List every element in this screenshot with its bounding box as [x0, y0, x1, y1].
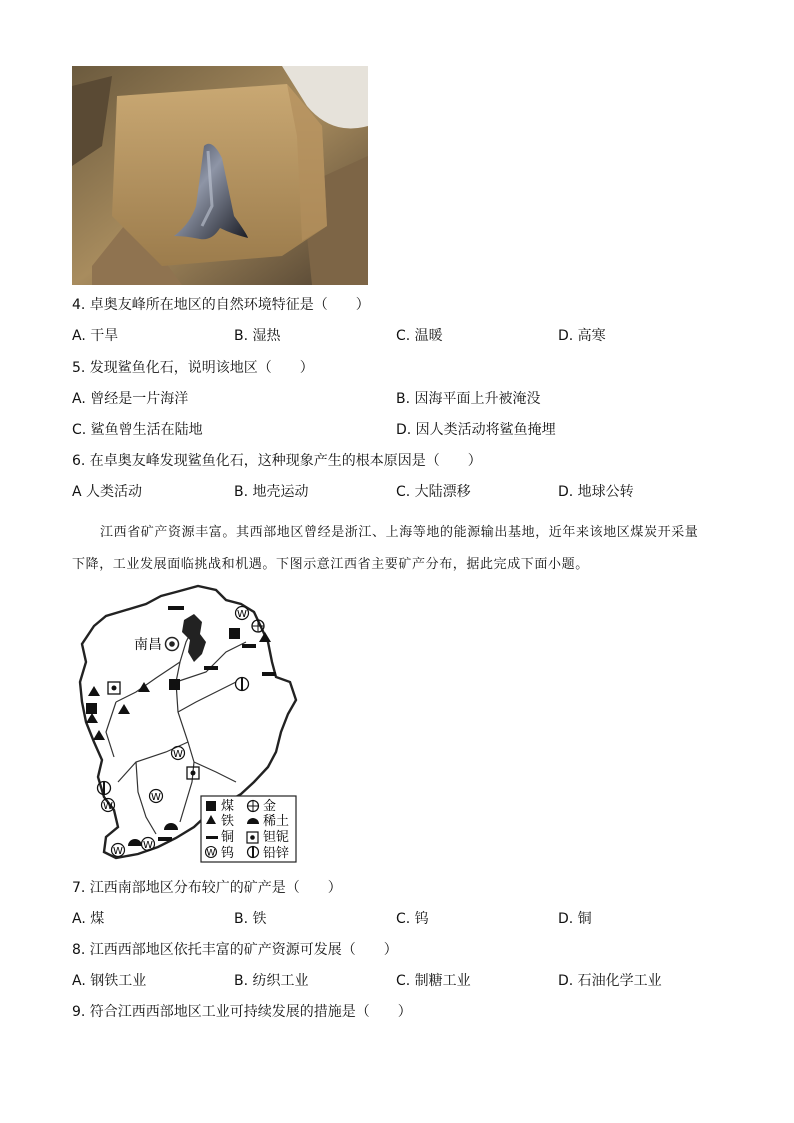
coal-icon — [86, 703, 97, 714]
map-legend — [201, 796, 296, 862]
q5-option-b[interactable]: B. 因海平面上升被淹没 — [396, 391, 541, 407]
jiangxi-mineral-map — [76, 582, 302, 864]
svg-text:W: W — [173, 749, 183, 760]
gold-icon — [252, 620, 264, 632]
copper-icon — [204, 666, 218, 670]
q8-option-a[interactable]: A. 钢铁工业 — [72, 973, 147, 989]
q4-option-c[interactable]: C. 温暖 — [396, 328, 443, 344]
legend-tungsten: 钨 — [221, 846, 235, 861]
question-6-stem: 6. 在卓奥友峰发现鲨鱼化石，这种现象产生的根本原因是（ ） — [72, 453, 482, 469]
q8-option-b[interactable]: B. 纺织工业 — [234, 973, 309, 989]
coal-icon — [169, 679, 180, 690]
svg-text:W: W — [151, 792, 161, 803]
legend-gold-icon — [248, 801, 259, 812]
legend-coal-icon — [206, 801, 216, 811]
map-svg — [76, 582, 302, 864]
legend-copper: 铜 — [221, 830, 235, 845]
q8-option-c[interactable]: C. 制糖工业 — [396, 973, 471, 989]
intro-line-1: 江西省矿产资源丰富。其西部地区曾经是浙江、上海等地的能源输出基地，近年来该地区煤炭开采量 — [100, 525, 699, 540]
svg-text:W: W — [143, 840, 153, 851]
q5-option-c[interactable]: C. 鲨鱼曾生活在陆地 — [72, 422, 203, 438]
q4-option-b[interactable]: B. 湿热 — [234, 328, 281, 344]
q8-option-d[interactable]: D. 石油化学工业 — [558, 973, 662, 989]
svg-text:W: W — [237, 609, 247, 620]
q6-option-a[interactable]: A 人类活动 — [72, 484, 143, 500]
q4-option-d[interactable]: D. 高寒 — [558, 328, 606, 344]
city-label-nanchang: 南昌 — [134, 637, 162, 653]
legend-tungsten-icon — [206, 847, 217, 859]
q4-option-a[interactable]: A. 干旱 — [72, 328, 119, 344]
question-7-stem: 7. 江西南部地区分布较广的矿产是（ ） — [72, 880, 342, 896]
svg-text:W: W — [206, 848, 216, 859]
tungsten-icon — [172, 747, 185, 761]
q5-option-d[interactable]: D. 因人类活动将鲨鱼掩埋 — [396, 422, 556, 438]
legend-lead-zinc: 铅锌 — [263, 846, 290, 861]
q6-option-c[interactable]: C. 大陆漂移 — [396, 484, 471, 500]
svg-text:W: W — [113, 846, 123, 857]
legend-iron: 铁 — [221, 814, 235, 829]
legend-gold: 金 — [263, 799, 277, 814]
question-5-stem: 5. 发现鲨鱼化石，说明该地区（ ） — [72, 360, 314, 376]
intro-line-2: 下降，工业发展面临挑战和机遇。下图示意江西省主要矿产分布，据此完成下面小题。 — [72, 557, 589, 572]
copper-icon — [168, 606, 184, 610]
tungsten-icon — [236, 607, 249, 621]
tungsten-icon — [142, 838, 155, 852]
q5-option-a[interactable]: A. 曾经是一片海洋 — [72, 391, 189, 407]
svg-text:W: W — [103, 801, 113, 812]
question-9-stem: 9. 符合江西西部地区工业可持续发展的措施是（ ） — [72, 1004, 412, 1020]
shark-fossil-photo — [72, 66, 368, 285]
tungsten-icon — [150, 790, 163, 804]
legend-copper-icon — [206, 836, 218, 839]
fossil-image — [72, 66, 368, 285]
copper-icon — [242, 644, 256, 648]
q7-option-a[interactable]: A. 煤 — [72, 911, 105, 927]
copper-icon — [158, 837, 172, 841]
q6-option-b[interactable]: B. 地壳运动 — [234, 484, 309, 500]
q7-option-c[interactable]: C. 钨 — [396, 911, 429, 927]
tungsten-icon — [102, 799, 115, 813]
question-4-stem: 4. 卓奥友峰所在地区的自然环境特征是（ ） — [72, 297, 370, 313]
coal-icon — [229, 628, 240, 639]
copper-icon — [262, 672, 276, 676]
q7-option-b[interactable]: B. 铁 — [234, 911, 267, 927]
legend-coal: 煤 — [221, 799, 235, 814]
q6-option-d[interactable]: D. 地球公转 — [558, 484, 634, 500]
legend-tantalum-niobium: 钽铌 — [263, 830, 290, 845]
tungsten-icon — [112, 844, 125, 858]
legend-rare-earth: 稀土 — [263, 814, 290, 829]
q7-option-d[interactable]: D. 铜 — [558, 911, 592, 927]
question-8-stem: 8. 江西西部地区依托丰富的矿产资源可发展（ ） — [72, 942, 398, 958]
